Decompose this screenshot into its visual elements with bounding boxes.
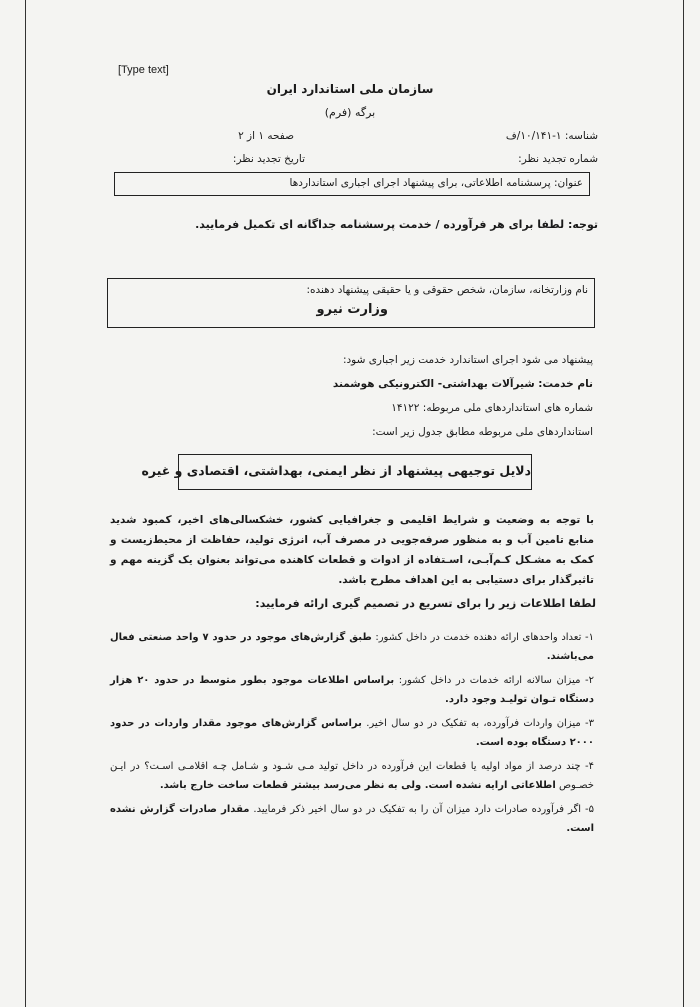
info-request-heading: لطفا اطلاعات زیر را برای تسریع در تصمیم گیری ارائه فرمایید: (255, 597, 596, 610)
standards-table-note: استانداردهای ملی مربوطه مطابق جدول زیر است: (372, 426, 593, 438)
list-item (110, 714, 594, 752)
item-label: ۵- اگر فرآورده صادرات دارد میزان آن را به تفکیک در دو سال اخیر ذکر فرمایید. (253, 804, 594, 815)
reasons-paragraph: با توجه به وضعیت و شرایط اقلیمی و جغرافیایی کشور، خشکسالی‌های اخیر، کمبود شدید منابع تامین آب و به منظور صرفه‌جویی در مصرف آب، انرژی تولید، حفاظت از محیط‌زیست و کمک به مشـکل کـم‌آبـی، اسـتفاده از ادوات و قطعات کاهنده می‌تواند بعنوان یک گزینه مهم و تاثیرگذار برای دستیابی به این اهداف مطرح باشد. (110, 514, 594, 586)
item-label: ۱- تعداد واحدهای ارائه دهنده خدمت در داخل کشور: (375, 632, 594, 643)
document-id: شناسه: ۱-۱۰/۱۴۱/ف (505, 130, 598, 142)
service-name: نام خدمت: شیرآلات بهداشتی- الکترونیکی هوشمند (332, 378, 593, 390)
item-label: ۳- میزان واردات فرآورده، به تفکیک در دو سال اخیر. (366, 718, 594, 729)
right-scan-edge (683, 0, 684, 1007)
note-text: توجه: لطفا برای هر فرآورده / خدمت پرسشنامه جداگانه ای تکمیل فرمایید. (195, 218, 598, 231)
proposer-box (107, 278, 595, 328)
list-item (110, 800, 594, 838)
form-label: برگه (فرم) (324, 106, 376, 119)
revision-number: شماره تجدید نظر: (518, 153, 598, 165)
reasons-title-box: دلایل توجیهی پیشنهاد از نظر ایمنی، بهداشتی، اقتصادی و غیره (178, 454, 532, 490)
item-answer: طبق گزارش‌های موجود در حدود ۷ واحد صنعتی فعال می‌باشند. (110, 632, 594, 662)
list-item (110, 671, 594, 709)
organization-name: سازمان ملی استاندارد ایران (266, 82, 434, 96)
item-label: ۴- چند درصد از مواد اولیه یا قطعات این فرآورده در داخل تولید مـی شـود و شـامل چـه اقلامـی اسـت؟ در ایـن خصـوص (110, 761, 594, 791)
item-answer: مقدار صادرات گزارش نشده است. (110, 804, 594, 834)
item-label: ۲- میزان سالانه ارائه خدمات در داخل کشور: (398, 675, 594, 686)
page-number: صفحه ۱ از ۲ (238, 130, 294, 142)
proposer-value: وزارت نیرو (316, 302, 388, 317)
item-answer: اطلاعاتی ارایه نشده است. ولی به نظر می‌رسد بیشتر قطعات ساخت خارج باشد. (159, 780, 556, 791)
item-answer: براساس اطلاعات موجود بطور متوسط در حدود ۲۰ هزار دستگاه تـوان تولیـد وجود دارد. (110, 675, 594, 705)
type-text-placeholder: [Type text] (118, 64, 169, 76)
list-item (110, 757, 594, 795)
proposer-label: نام وزارتخانه، سازمان، شخص حقوقی و یا حقیقی پیشنهاد دهنده: (306, 284, 588, 296)
info-items-list (110, 628, 594, 843)
form-title-box: عنوان: پرسشنامه اطلاعاتی، برای پیشنهاد اجرای اجباری استانداردها (114, 172, 590, 196)
list-item (110, 628, 594, 666)
item-answer: براساس گزارش‌های موجود مقدار واردات در حدود ۲۰۰۰ دستگاه بوده است. (110, 718, 594, 748)
left-scan-edge (25, 0, 26, 1007)
revision-date: تاریخ تجدید نظر: (232, 153, 305, 165)
standard-numbers: شماره های استانداردهای ملی مربوطه: ۱۴۱۲۲ (391, 402, 593, 414)
proposal-intro: پیشنهاد می شود اجرای استاندارد خدمت زیر اجباری شود: (342, 354, 593, 366)
